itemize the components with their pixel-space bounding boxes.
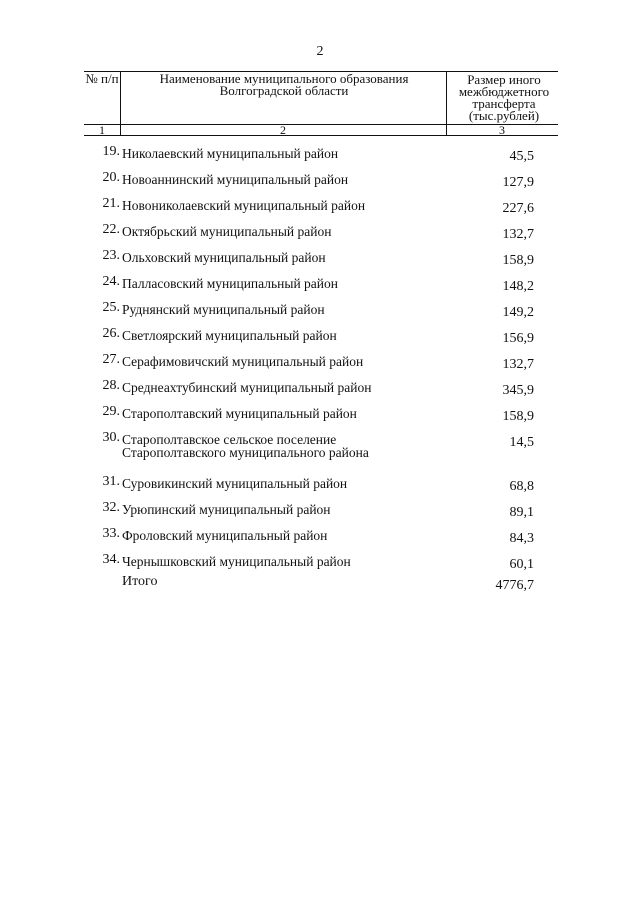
header-colnum-3: 3 <box>499 123 505 137</box>
row-value: 149,2 <box>502 305 534 320</box>
row-name: Палласовский муниципальный район <box>122 276 338 291</box>
row-value: 14,5 <box>509 435 534 450</box>
row-name: Светлоярский муниципальный район <box>122 328 337 343</box>
total-value: 4776,7 <box>495 578 534 593</box>
row-value: 132,7 <box>502 357 534 372</box>
row-name: Ольховский муниципальный район <box>122 250 326 265</box>
row-name: Среднеахтубинский муниципальный район <box>122 380 372 395</box>
row-value: 227,6 <box>502 201 534 216</box>
header-colnum-1: 1 <box>99 123 105 137</box>
row-value: 158,9 <box>502 409 534 424</box>
row-number: 30. <box>102 430 120 445</box>
row-name: Новониколаевский муниципальный район <box>122 198 366 213</box>
row-number: 29. <box>102 404 120 419</box>
row-name: Николаевский муниципальный район <box>122 146 339 161</box>
row-number: 23. <box>102 248 120 263</box>
row-value: 45,5 <box>509 149 534 164</box>
total-label: Итого <box>122 574 158 589</box>
row-number: 25. <box>102 300 120 315</box>
row-number: 32. <box>102 500 120 515</box>
row-name: Октябрьский муниципальный район <box>122 224 332 239</box>
row-number: 27. <box>102 352 120 367</box>
row-value: 127,9 <box>502 175 534 190</box>
row-name: Суровикинский муниципальный район <box>122 476 348 491</box>
header-col-number: № п/п <box>85 71 119 86</box>
row-value: 89,1 <box>509 505 534 520</box>
row-name: Серафимовичский муниципальный район <box>122 354 364 369</box>
header-col-name: Наименование муниципального образования Волгоградской области <box>159 71 409 98</box>
row-value: 132,7 <box>502 227 534 242</box>
header-colnum-2: 2 <box>280 123 286 137</box>
row-name: Фроловский муниципальный район <box>122 528 328 543</box>
row-number: 20. <box>102 170 120 185</box>
row-name: Урюпинский муниципальный район <box>122 502 331 517</box>
row-number: 26. <box>102 326 120 341</box>
row-number: 19. <box>102 144 120 159</box>
row-value: 60,1 <box>509 557 534 572</box>
row-value: 68,8 <box>509 479 534 494</box>
table-header <box>84 71 558 136</box>
row-value: 156,9 <box>502 331 534 346</box>
row-name: Руднянский муниципальный район <box>122 302 325 317</box>
row-name: Старополтавское сельское поселение Старополтавского муниципального района <box>122 432 369 460</box>
row-number: 22. <box>102 222 120 237</box>
row-name: Новоаннинский муниципальный район <box>122 172 349 187</box>
row-value: 345,9 <box>502 383 534 398</box>
row-name: Чернышковский муниципальный район <box>122 554 351 569</box>
page-number: 2 <box>316 44 324 59</box>
row-name: Старополтавский муниципальный район <box>122 406 357 421</box>
row-number: 33. <box>102 526 120 541</box>
row-number: 28. <box>102 378 120 393</box>
row-value: 148,2 <box>502 279 534 294</box>
row-number: 31. <box>102 474 120 489</box>
row-value: 84,3 <box>509 531 534 546</box>
row-value: 158,9 <box>502 253 534 268</box>
row-number: 21. <box>102 196 120 211</box>
header-col-amount: Размер иного межбюджетного трансферта (тыс.рублей) <box>458 72 550 123</box>
row-number: 34. <box>102 552 120 567</box>
row-number: 24. <box>102 274 120 289</box>
